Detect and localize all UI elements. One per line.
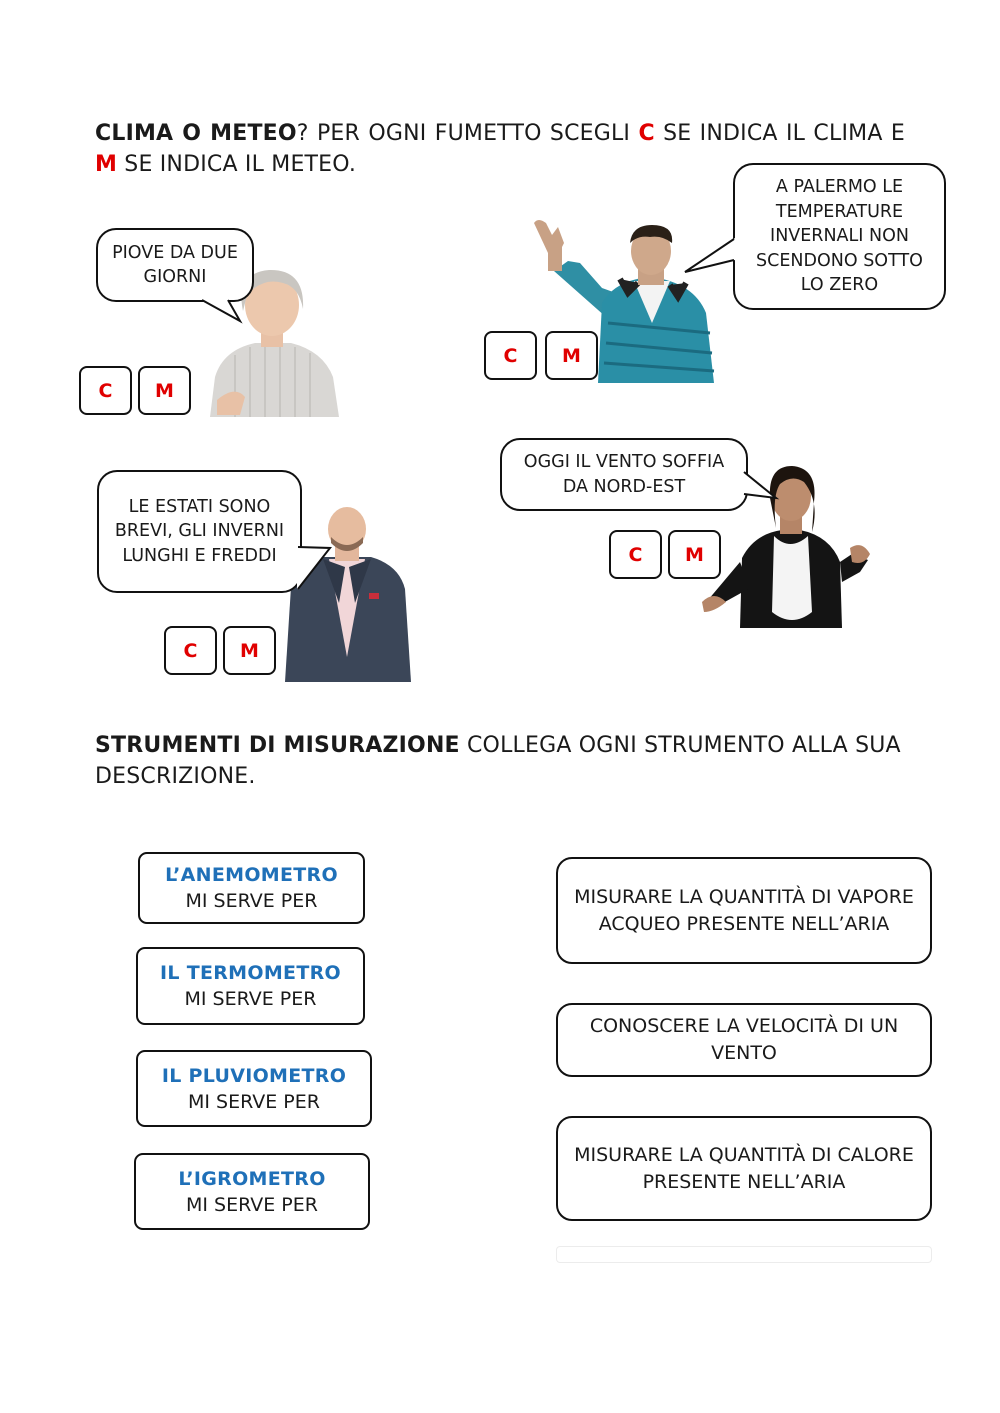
letter-c: C: [638, 121, 655, 146]
title-text: COLLEGA OGNI STRUMENTO ALLA SUA DESCRIZIONE.: [95, 733, 901, 789]
tool-sub: MI SERVE PER: [185, 890, 318, 912]
choice-m-button-3[interactable]: M: [223, 626, 276, 675]
bubble-tail: [742, 470, 780, 502]
title-text: SE INDICA IL METEO.: [117, 152, 357, 177]
description-velocita-vento[interactable]: [556, 1003, 932, 1077]
choice-c-button-3[interactable]: C: [164, 626, 217, 675]
bubble-text: LE ESTATI SONO BREVI, GLI INVERNI LUNGHI E FREDDI: [114, 496, 285, 566]
tool-termometro[interactable]: [136, 947, 365, 1025]
description-text: CONOSCERE LA VELOCITÀ DI UN VENTO: [589, 1015, 899, 1064]
choice-c-button-4[interactable]: C: [609, 530, 662, 579]
choice-c-button-1[interactable]: C: [79, 366, 132, 415]
tool-name: L’IGROMETRO: [178, 1167, 326, 1190]
tool-sub: MI SERVE PER: [188, 1090, 320, 1113]
speech-bubble-1: [96, 228, 254, 302]
letter-m: M: [95, 152, 118, 177]
bubble-tail: [200, 298, 250, 324]
tool-igrometro[interactable]: [134, 1153, 370, 1230]
description-calore[interactable]: [556, 1116, 932, 1221]
speech-bubble-2: [733, 163, 946, 310]
choice-m-button-2[interactable]: M: [545, 331, 598, 380]
title-text: ? PER OGNI FUMETTO SCEGLI: [296, 121, 639, 146]
empty-answer-slot: [556, 1246, 932, 1263]
choice-c-button-2[interactable]: C: [484, 331, 537, 380]
businessman-photo: [283, 507, 413, 682]
title-bold: STRUMENTI DI MISURAZIONE: [95, 733, 460, 758]
section-strumenti-title: [95, 730, 905, 792]
tool-sub: MI SERVE PER: [184, 988, 317, 1010]
title-text: SE INDICA IL CLIMA E: [654, 121, 905, 146]
description-text: MISURARE LA QUANTITÀ DI CALORE PRESENTE NELL’ARIA: [574, 1143, 914, 1193]
tool-sub: MI SERVE PER: [186, 1193, 318, 1216]
bubble-tail: [296, 545, 334, 593]
tool-anemometro[interactable]: [138, 852, 365, 924]
bubble-text: PIOVE DA DUE GIORNI: [112, 242, 238, 287]
speech-bubble-3: [97, 470, 302, 593]
tool-name: IL PLUVIOMETRO: [161, 1064, 347, 1087]
description-vapore-acqueo[interactable]: [556, 857, 932, 964]
choice-m-button-4[interactable]: M: [668, 530, 721, 579]
choice-m-button-1[interactable]: M: [138, 366, 191, 415]
description-text: MISURARE LA QUANTITÀ DI VAPORE ACQUEO PRESENTE NELL’ARIA: [574, 885, 914, 935]
tool-pluviometro[interactable]: [136, 1050, 372, 1127]
bubble-text: A PALERMO LE TEMPERATURE INVERNALI NON SCENDONO SOTTO LO ZERO: [756, 177, 923, 296]
title-bold: CLIMA O METEO: [95, 121, 297, 146]
speech-bubble-4: [500, 438, 748, 511]
bubble-tail: [684, 236, 736, 280]
bubble-text: OGGI IL VENTO SOFFIA DA NORD-EST: [523, 452, 725, 497]
tool-name: L’ANEMOMETRO: [165, 864, 338, 886]
tool-name: IL TERMOMETRO: [160, 962, 341, 984]
